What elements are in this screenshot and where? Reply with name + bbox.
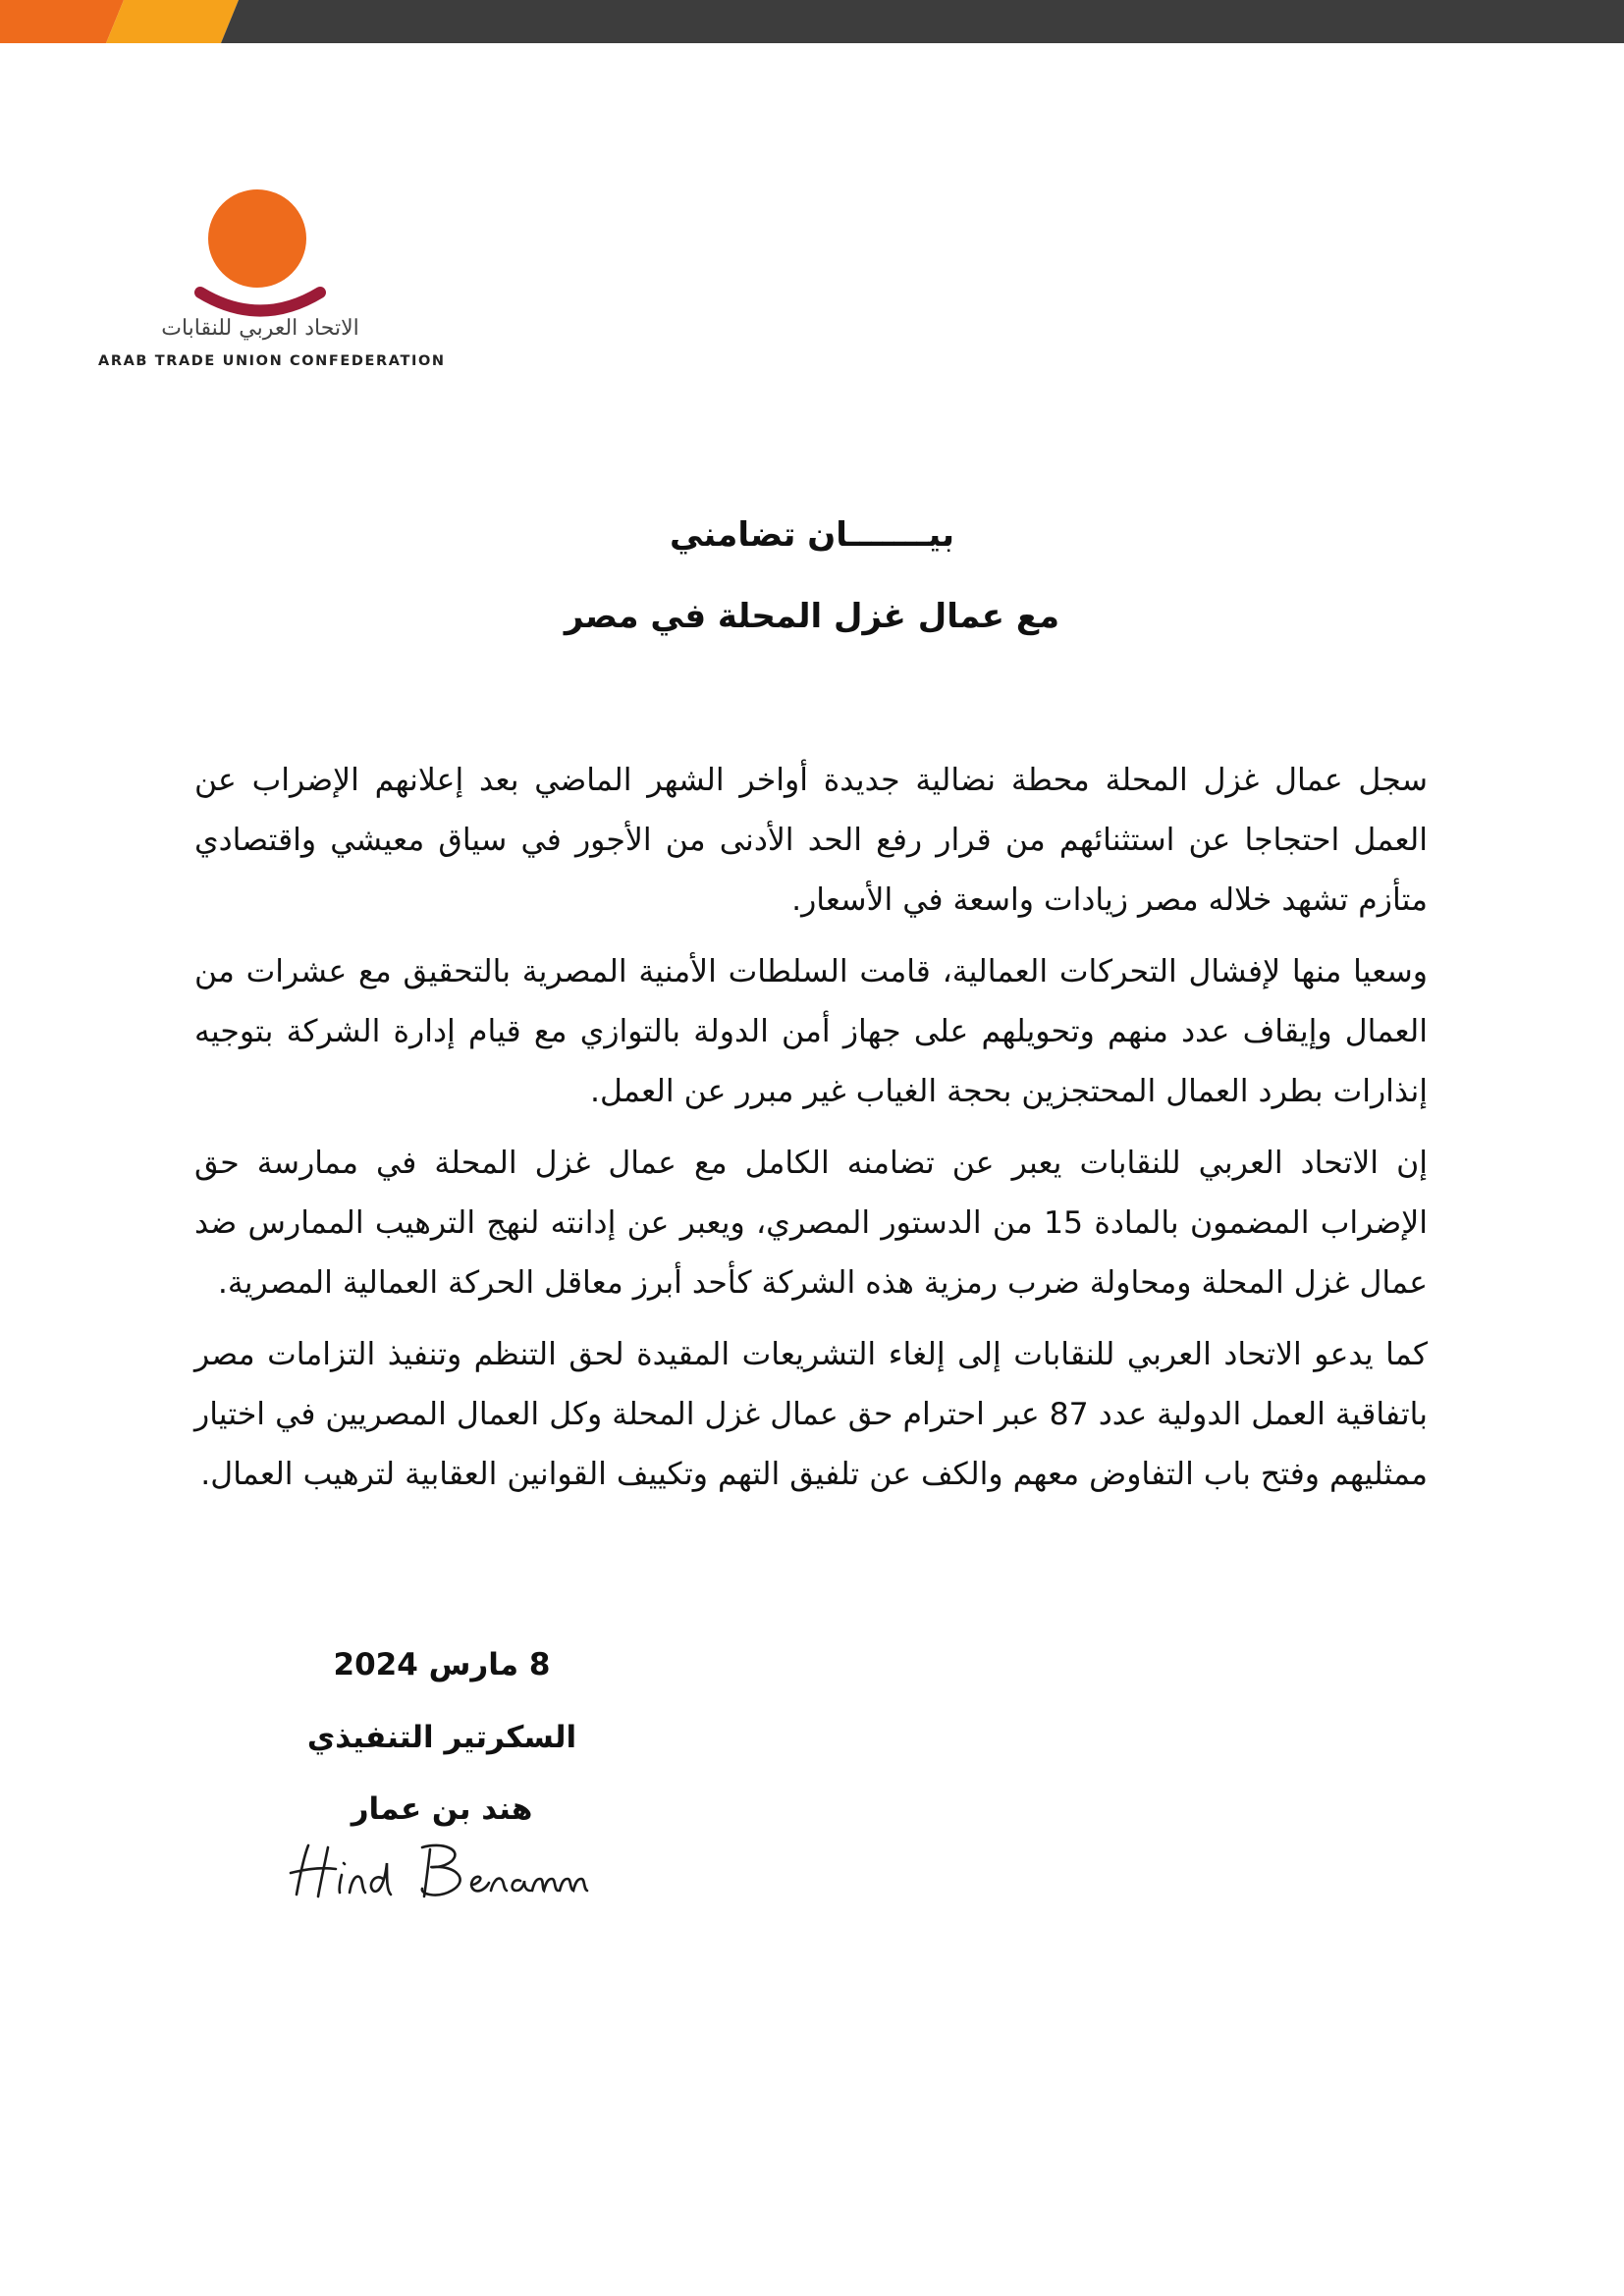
- header-color-bar: [0, 0, 1624, 43]
- signature-date: 8 مارس 2024: [333, 1647, 551, 1682]
- document-title: بيـــــــان تضامني: [670, 515, 954, 555]
- paragraph-3: إن الاتحاد العربي للنقابات يعبر عن تضامنه الكامل مع عمال غزل المحلة في ممارسة حق الإضراب المضمون بالمادة 15 من الدستور المصري، ويعبر عن إدانته لنهج الترهيب الممارس ضد عمال غزل المحلة ومحاولة ضرب رمزية هذه الشركة كأحد أبرز معاقل الحركة العمالية المصرية.: [194, 1146, 1428, 1301]
- logo-emblem-icon: [187, 187, 334, 324]
- handwritten-signature: [285, 1834, 599, 1916]
- statement-body: [194, 751, 1428, 1517]
- document-subtitle: مع عمال غزل المحلة في مصر: [564, 597, 1060, 636]
- signature-name: هند بن عمار: [351, 1791, 533, 1827]
- logo-arabic-name: الاتحاد العربي للنقابات: [161, 316, 359, 341]
- organization-logo: [98, 187, 446, 383]
- logo-english-name: ARAB TRADE UNION CONFEDERATION: [98, 353, 446, 369]
- signature-role: السكرتير التنفيذي: [306, 1720, 577, 1755]
- paragraph-4: كما يدعو الاتحاد العربي للنقابات إلى إلغاء التشريعات المقيدة لحق التنظم وتنفيذ التزامات مصر باتفاقية العمل الدولية عدد 87 عبر احترام حق عمال غزل المحلة وكل العمال المصريين في اختيار ممثليهم وفتح باب التفاوض معهم والكف عن تلفيق التهم وتكييف القوانين العقابية لترهيب العمال.: [194, 1337, 1428, 1492]
- paragraph-1: سجل عمال غزل المحلة محطة نضالية جديدة أواخر الشهر الماضي بعد إعلانهم الإضراب عن العمل احتجاجا عن استثنائهم من قرار رفع الحد الأدنى من الأجور في سياق معيشي واقتصادي متأزم تشهد خلاله مصر زيادات واسعة في الأسعار.: [194, 763, 1428, 918]
- paragraph-2: وسعيا منها لإفشال التحركات العمالية، قامت السلطات الأمنية المصرية بالتحقيق مع عشرات من العمال وإيقاف عدد منهم وتحويلهم على جهاز أمن الدولة بالتوازي مع قيام إدارة الشركة بتوجيه إنذارات بطرد العمال المحتجزين بحجة الغياب غير مبرر عن العمل.: [194, 954, 1428, 1109]
